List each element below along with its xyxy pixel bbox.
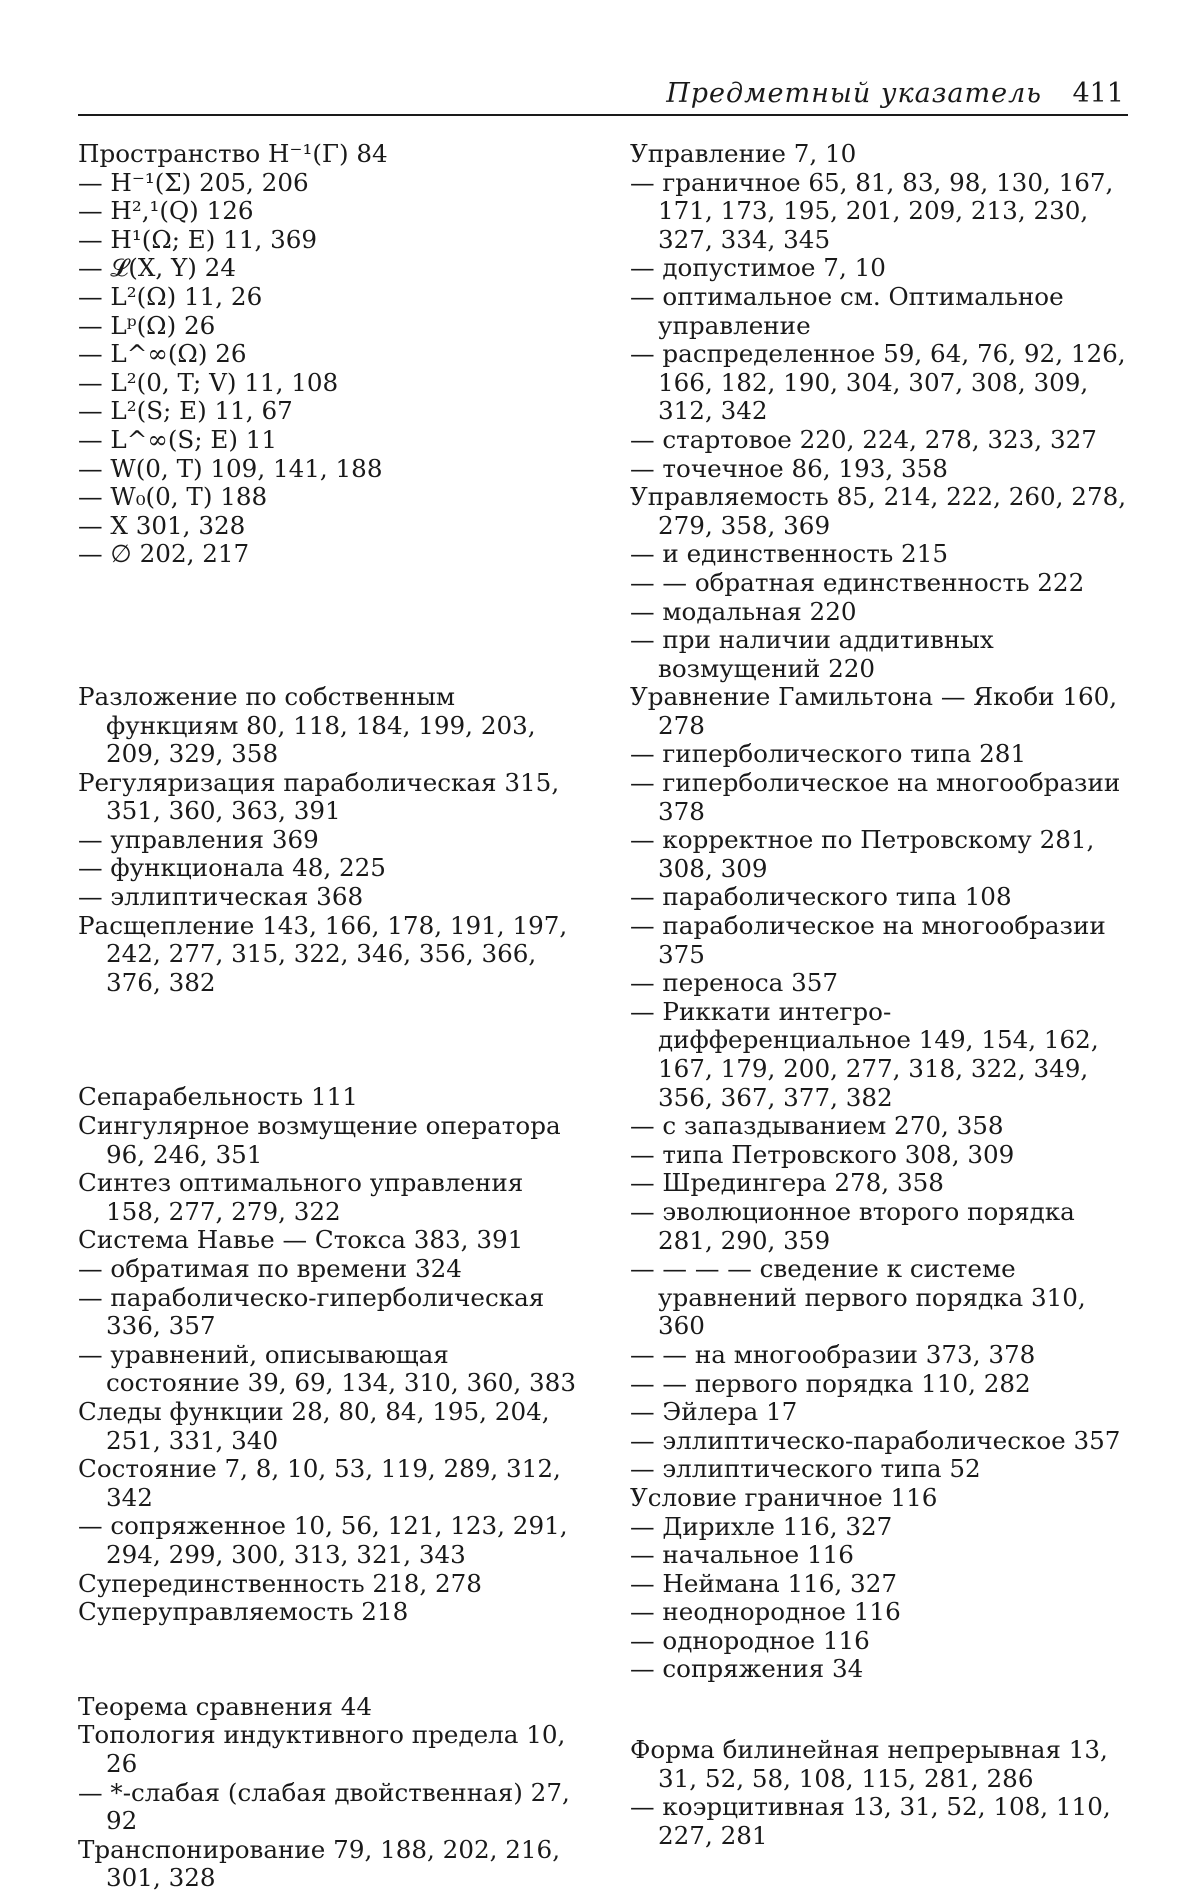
index-entry: — эллиптическая 368 <box>78 882 364 912</box>
group-spacer <box>78 997 583 1083</box>
index-entry: — эволюционное второго порядка 281, 290, 359 <box>630 1196 1075 1255</box>
index-entry: — допустимое 7, 10 <box>630 253 886 283</box>
index-group-p <box>78 140 583 569</box>
index-entry: — L²(0, T; V) 11, 108 <box>78 367 339 397</box>
index-entry: — обратимая по времени 324 <box>78 1254 462 1283</box>
index-entry: — *-слабая (слабая двойственная) 27, 92 <box>78 1777 570 1836</box>
index-entry: — L²(Ω) 11, 26 <box>78 281 263 311</box>
index-entry: — корректное по Петровскому 281, 308, 309 <box>630 825 1095 883</box>
index-entry: — сопряжения 34 <box>630 1654 864 1684</box>
index-group-u <box>630 140 1130 1684</box>
index-entry: — — — — сведение к системе уравнений первого порядка 310, 360 <box>630 1254 1086 1341</box>
index-entry: — распределенное 59, 64, 76, 92, 126, 166, 182, 190, 304, 307, 308, 309, 312, 342 <box>630 339 1126 426</box>
index-entry: — функционала 48, 225 <box>78 853 386 883</box>
index-entry: — гиперболического типа 281 <box>630 739 1027 769</box>
index-entry: Форма билинейная непрерывная 13, 31, 52, 58, 108, 115, 281, 286 <box>630 1735 1108 1793</box>
running-head <box>78 78 1128 116</box>
index-entry: Регуляризация параболическая 315, 351, 360, 363, 391 <box>78 767 560 826</box>
group-spacer <box>78 1627 583 1693</box>
index-entry: — типа Петровского 308, 309 <box>630 1139 1015 1169</box>
index-entry: — сопряженное 10, 56, 121, 123, 291, 294, 299, 300, 313, 321, 343 <box>78 1511 568 1569</box>
index-entry: Состояние 7, 8, 10, 53, 119, 289, 312, 342 <box>78 1454 561 1512</box>
index-entry: — параболическо-гиперболическая 336, 357 <box>78 1282 545 1341</box>
index-entry: — неоднородное 116 <box>630 1597 901 1627</box>
index-entry: — при наличии аддитивных возмущений 220 <box>630 625 994 683</box>
index-entry: — Неймана 116, 327 <box>630 1568 897 1598</box>
index-entry: — Риккати интегро-дифференциальное 149, 154, 162, 167, 179, 200, 277, 318, 322, 349, 356, 367, 377, 382 <box>630 996 1099 1112</box>
index-entry: — L²(S; E) 11, 67 <box>78 396 293 426</box>
index-entry: Синтез оптимального управления 158, 277, 279, 322 <box>78 1168 524 1226</box>
index-entry: Суперединственность 218, 278 <box>78 1568 482 1598</box>
index-entry: — точечное 86, 193, 358 <box>630 453 948 483</box>
index-entry: Уравнение Гамильтона — Якоби 160, 278 <box>630 682 1118 740</box>
index-entry: Система Навье — Стокса 383, 391 <box>78 1225 524 1255</box>
index-entry: — ∅ 202, 217 <box>78 539 250 569</box>
index-group-s <box>78 1083 583 1626</box>
index-entry: — эллиптического типа 52 <box>630 1454 981 1484</box>
index-entry: — параболического типа 108 <box>630 882 1012 912</box>
index-group-t <box>78 1693 583 1893</box>
index-entry: — 𝓛(X, Y) 24 <box>78 253 236 283</box>
index-entry: — H¹(Ω; E) 11, 369 <box>78 224 318 254</box>
index-entry: — управления 369 <box>78 824 319 854</box>
index-entry: Управляемость 85, 214, 222, 260, 278, 279, 358, 369 <box>630 482 1127 540</box>
index-entry: — уравнений, описывающая состояние 39, 69, 134, 310, 360, 383 <box>78 1339 576 1398</box>
index-entry: — H⁻¹(Σ) 205, 206 <box>78 167 309 197</box>
index-entry: — X 301, 328 <box>78 510 246 540</box>
index-entry: — L^∞(Ω) 26 <box>78 339 247 369</box>
index-entry: — и единственность 215 <box>630 539 949 569</box>
left-column <box>78 140 583 1893</box>
index-group-f <box>630 1736 1130 1850</box>
index-entry: — однородное 116 <box>630 1625 870 1655</box>
index-entry: — начальное 116 <box>630 1540 854 1570</box>
index-entry: Сепарабельность 111 <box>78 1082 358 1112</box>
index-entry: — коэрцитивная 13, 31, 52, 108, 110, 227, 281 <box>630 1792 1111 1850</box>
index-entry: — — первого порядка 110, 282 <box>630 1368 1031 1398</box>
running-title: Предметный указатель <box>666 78 1042 109</box>
index-entry: — стартовое 220, 224, 278, 323, 327 <box>630 424 1097 454</box>
index-entry: Условие граничное 116 <box>630 1482 938 1512</box>
index-entry: — W₀(0, T) 188 <box>78 482 268 512</box>
index-entry: — оптимальное см. Оптимальное управление <box>630 281 1064 340</box>
index-entry: Транспонирование 79, 188, 202, 216, 301, 328 <box>78 1834 561 1893</box>
index-entry: — Эйлера 17 <box>630 1397 798 1427</box>
index-entry: — эллиптическо-параболическое 357 <box>630 1425 1121 1455</box>
index-entry: — Шредингера 278, 358 <box>630 1168 944 1198</box>
right-column <box>630 140 1130 1850</box>
index-group-r <box>78 683 583 998</box>
index-entry: Пространство H⁻¹(Γ) 84 <box>78 139 388 168</box>
index-entry: Следы функции 28, 80, 84, 195, 204, 251, 331, 340 <box>78 1396 550 1455</box>
index-entry: — переноса 357 <box>630 968 839 998</box>
index-entry: Расщепление 143, 166, 178, 191, 197, 242, 277, 315, 322, 346, 356, 366, 376, 382 <box>78 910 568 997</box>
index-entry: — L^∞(S; E) 11 <box>78 424 278 454</box>
index-entry: Суперуправляемость 218 <box>78 1597 409 1627</box>
index-entry: Управление 7, 10 <box>630 139 857 168</box>
index-entry: — Дирихле 116, 327 <box>630 1511 893 1541</box>
index-entry: — с запаздыванием 270, 358 <box>630 1111 1004 1141</box>
group-spacer <box>630 1684 1130 1736</box>
index-entry: — граничное 65, 81, 83, 98, 130, 167, 171, 173, 195, 201, 209, 213, 230, 327, 334, 345 <box>630 167 1114 254</box>
index-entry: Теорема сравнения 44 <box>78 1691 373 1721</box>
index-entry: — Lᵖ(Ω) 26 <box>78 310 216 340</box>
group-spacer <box>78 569 583 683</box>
index-entry: — — обратная единственность 222 <box>630 567 1085 597</box>
index-entry: Сингулярное возмущение оператора 96, 246, 351 <box>78 1111 561 1169</box>
index-entry: — модальная 220 <box>630 596 857 626</box>
index-entry: — параболическое на многообразии 375 <box>630 911 1106 969</box>
index-entry: — — на многообразии 373, 378 <box>630 1339 1036 1369</box>
index-entry: Разложение по собственным функциям 80, 118, 184, 199, 203, 209, 329, 358 <box>78 681 536 769</box>
index-entry: — гиперболическое на многообразии 378 <box>630 768 1121 826</box>
index-entry: — H²,¹(Q) 126 <box>78 196 254 226</box>
page-number: 411 <box>1072 78 1124 109</box>
index-entry: Топология индуктивного предела 10, 26 <box>78 1720 566 1778</box>
index-entry: — W(0, T) 109, 141, 188 <box>78 453 383 483</box>
